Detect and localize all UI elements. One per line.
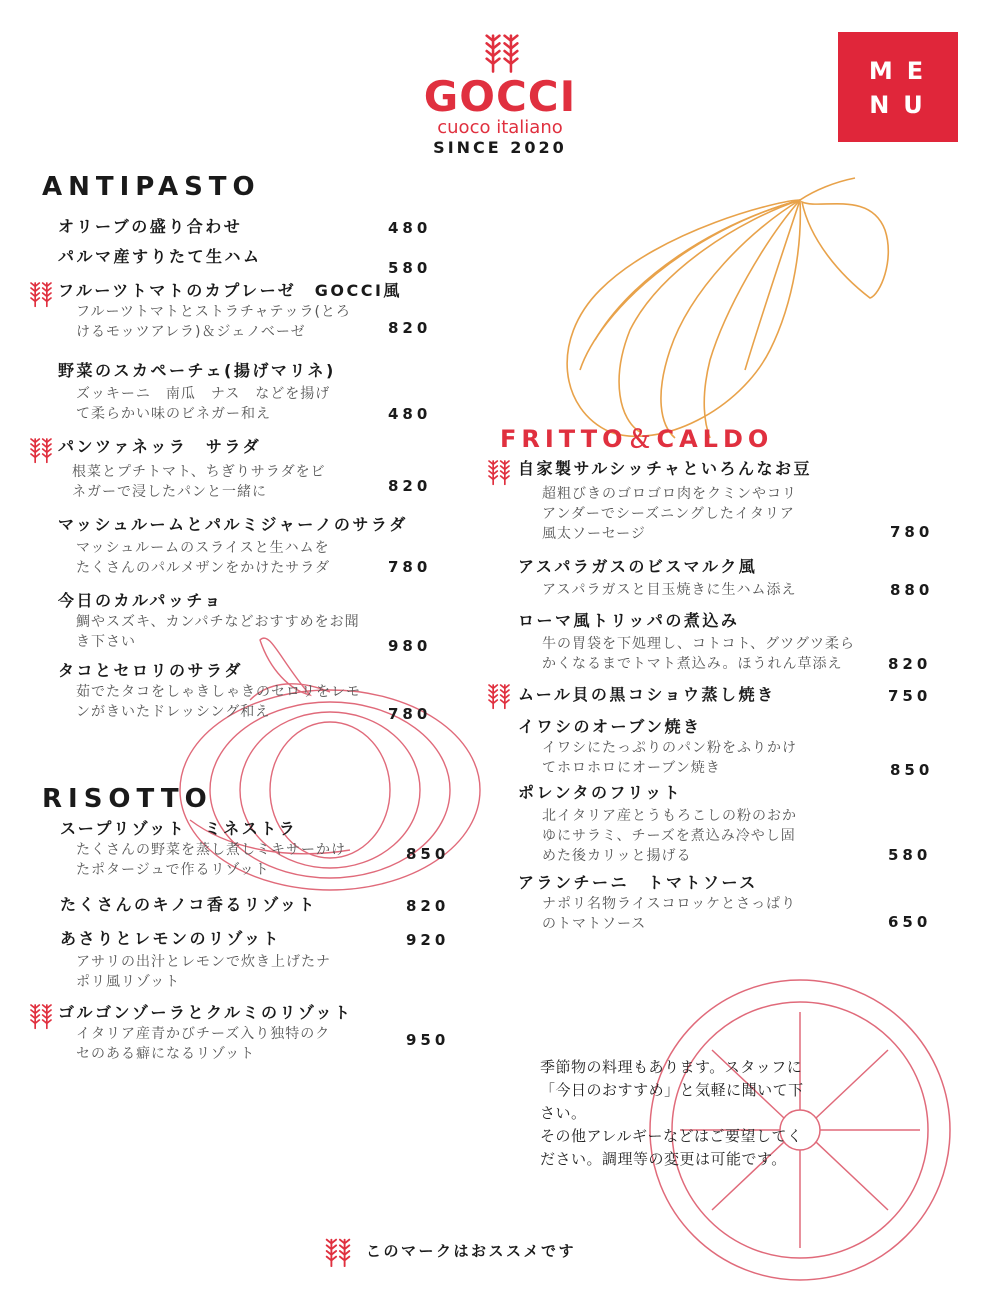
menu-badge-line2: NU	[869, 91, 937, 119]
menu-item-name: ムール貝の黒コショウ蒸し焼き	[518, 685, 776, 704]
menu-item-desc: アスパラガスと目玉焼きに生ハム添え	[542, 582, 797, 598]
menu-item-price: 880	[890, 581, 934, 599]
menu-item-desc: 根菜とプチトマト、ちぎりサラダをビ	[72, 464, 326, 480]
menu-item-desc: 北イタリア産とうもろこしの粉のおか	[542, 808, 797, 824]
menu-item-desc: 茹でたタコをしゃきしゃきのセロリをレモ	[76, 684, 361, 700]
menu-item-desc: めた後カリッと揚げる	[542, 848, 692, 864]
menu-item-price: 480	[388, 219, 432, 237]
menu-item-desc: て柔らかい味のビネガー和え	[76, 406, 271, 422]
menu-item-desc: セのある癖になるリゾット	[76, 1046, 256, 1062]
menu-item-desc: ポリ風リゾット	[76, 974, 181, 990]
menu-item-desc: マッシュルームのスライスと生ハムを	[76, 540, 330, 556]
menu-badge	[838, 32, 958, 142]
menu-item-desc: たポタージュで作るリゾット	[76, 862, 270, 878]
menu-item-name: アランチーニ トマトソース	[518, 873, 758, 892]
menu-item-name: たくさんのキノコ香るリゾット	[60, 895, 317, 914]
notice-line: 季節物の料理もあります。スタッフに	[540, 1058, 803, 1076]
menu-item-name: タコとセロリのサラダ	[58, 661, 243, 680]
menu-item-desc: 牛の胃袋を下処理し、コトコト、グツグツ柔ら	[542, 636, 856, 652]
notice-line: ださい。調理等の変更は可能です。	[540, 1150, 787, 1168]
menu-item-name: マッシュルームとパルミジャーノのサラダ	[58, 515, 408, 534]
menu-badge-line1: ME	[868, 57, 938, 85]
menu-item-desc: てホロホロにオーブン焼き	[542, 760, 721, 776]
menu-item-desc: アンダーでシーズニングしたイタリア	[542, 506, 795, 522]
brand-name: GOCCI	[423, 72, 577, 121]
menu-item-price: 920	[406, 931, 450, 949]
menu-item-price: 950	[406, 1031, 450, 1049]
recommended-wheat-icon	[484, 456, 514, 486]
menu-item-name: 自家製サルシッチャといろんなお豆	[518, 459, 813, 478]
menu-item-desc: 超粗びきのゴロゴロ肉をクミンやコリ	[542, 486, 797, 502]
menu-item-desc: 風太ソーセージ	[542, 526, 646, 542]
menu-item-price: 580	[888, 846, 932, 864]
recommended-wheat-icon	[26, 434, 56, 464]
menu-item-desc: フルーツトマトとストラチャテッラ(とろ	[76, 304, 351, 320]
menu-item-name: オリーブの盛り合わせ	[58, 217, 243, 236]
menu-item-price: 820	[388, 477, 432, 495]
menu-item-name: あさりとレモンのリゾット	[60, 929, 282, 948]
menu-item-name: ゴルゴンゾーラとクルミのリゾット	[58, 1003, 353, 1022]
recommended-wheat-icon	[484, 680, 514, 710]
menu-item-name: パルマ産すりたて生ハム	[58, 247, 262, 266]
menu-item-name: パンツァネッラ サラダ	[58, 437, 262, 456]
menu-item-name: スープリゾット ミネストラ	[60, 819, 298, 838]
menu-item-name: イワシのオーブン焼き	[518, 717, 702, 736]
wheat-logo-icon	[478, 28, 526, 74]
menu-item-desc: けるモッツアレラ)＆ジェノベーゼ	[76, 324, 306, 340]
menu-item-name: ポレンタのフリット	[518, 783, 683, 802]
menu-item-price: 780	[388, 705, 432, 723]
recommended-wheat-icon	[26, 1000, 56, 1030]
menu-item-desc: ズッキーニ 南瓜 ナス などを揚げ	[76, 386, 331, 402]
menu-item-desc: 鯛やスズキ、カンパチなどおすすめをお聞	[76, 614, 360, 630]
section-title-antipasto: ANTIPASTO	[42, 172, 261, 202]
notice-line: さい。	[540, 1104, 587, 1122]
notice-line: 「今日のおすすめ」と気軽に聞いて下	[540, 1081, 804, 1099]
legend-text: このマークはおススメです	[366, 1242, 577, 1260]
menu-item-desc: かくなるまでトマト煮込み。ほうれん草添え	[542, 656, 843, 672]
menu-item-price: 820	[388, 319, 432, 337]
menu-item-price: 850	[890, 761, 934, 779]
notice-text	[540, 1056, 860, 1171]
menu-item-price: 750	[888, 687, 932, 705]
menu-item-desc: ゆにサラミ、チーズを煮込み冷やし固	[542, 828, 796, 844]
menu-item-desc: アサリの出汁とレモンで炊き上げたナ	[76, 954, 331, 970]
menu-item-price: 780	[890, 523, 934, 541]
menu-item-name: アスパラガスのビスマルク風	[518, 557, 758, 576]
menu-item-price: 820	[888, 655, 932, 673]
menu-item-name: 野菜のスカペーチェ(揚げマリネ)	[58, 361, 336, 380]
menu-item-desc: イタリア産青かびチーズ入り独特のク	[76, 1026, 331, 1042]
menu-item-desc: ンがきいたドレッシング和え	[76, 704, 271, 720]
menu-item-desc: たくさんのパルメザンをかけたサラダ	[76, 560, 331, 576]
since-text: SINCE 2020	[433, 138, 567, 157]
menu-item-desc: たくさんの野菜を蒸し煮しミキサーかけ	[76, 842, 346, 858]
menu-item-price: 780	[388, 558, 432, 576]
menu-item-price: 580	[388, 259, 432, 277]
menu-item-price: 650	[888, 913, 932, 931]
menu-item-desc: ネガーで浸したパンと一緒に	[72, 484, 267, 500]
section-title-risotto: RISOTTO	[42, 784, 213, 814]
menu-item-desc: ナポリ名物ライスコロッケとさっぱり	[542, 896, 797, 912]
notice-line: その他アレルギーなどはご要望してく	[540, 1127, 803, 1145]
legend-wheat-icon	[322, 1234, 354, 1268]
menu-item-name: 今日のカルパッチョ	[58, 591, 223, 610]
menu-item-price: 850	[406, 845, 450, 863]
menu-item-desc: イワシにたっぷりのパン粉をふりかけ	[542, 740, 797, 756]
menu-item-desc: のトマトソース	[542, 916, 647, 932]
menu-item-price: 820	[406, 897, 450, 915]
brand-subtitle: cuoco italiano	[437, 117, 563, 138]
menu-item-desc: き下さい	[76, 634, 136, 650]
menu-item-name: ローマ風トリッパの煮込み	[518, 611, 740, 630]
menu-item-price: 480	[388, 405, 432, 423]
section-title-fritto: FRITTO＆CALDO	[500, 425, 774, 453]
recommended-wheat-icon	[26, 278, 56, 308]
menu-item-price: 980	[388, 637, 432, 655]
pear-illustration	[540, 170, 900, 450]
menu-item-name: フルーツトマトのカプレーゼ GOCCI風	[58, 281, 402, 300]
